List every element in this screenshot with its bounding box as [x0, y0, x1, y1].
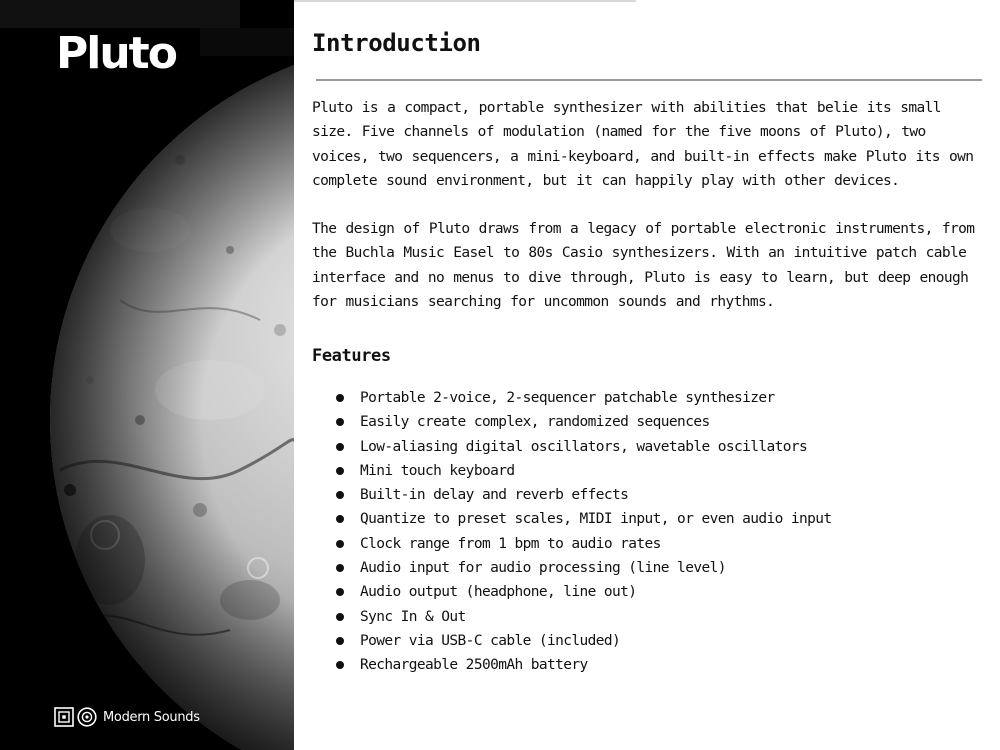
list-item — [336, 410, 832, 434]
bullet-icon — [336, 661, 344, 669]
feature-text: Built-in delay and reverb effects — [360, 487, 629, 504]
main-content — [312, 0, 987, 750]
feature-text: Rechargeable 2500mAh battery — [360, 657, 588, 674]
list-item — [336, 483, 832, 507]
list-item — [336, 605, 832, 629]
pluto-planet-image — [0, 0, 294, 750]
square-logo-icon — [54, 707, 74, 727]
list-item — [336, 532, 832, 556]
bullet-icon — [336, 637, 344, 645]
bullet-icon — [336, 515, 344, 523]
feature-text: Portable 2-voice, 2-sequencer patchable synthesizer — [360, 390, 775, 406]
bullet-icon — [336, 394, 344, 402]
list-item — [336, 653, 832, 677]
list-item — [336, 580, 832, 604]
feature-text: Sync In & Out — [360, 608, 466, 625]
list-item — [336, 629, 832, 653]
feature-text: Clock range from 1 bpm to audio rates — [360, 535, 661, 552]
bullet-icon — [336, 564, 344, 572]
heading-divider — [316, 79, 982, 81]
list-item — [336, 459, 832, 483]
list-item — [336, 556, 832, 580]
list-item — [336, 386, 832, 410]
features-heading: Features — [312, 346, 391, 366]
intro-paragraph-2: The design of Pluto draws from a legacy of portable electronic instruments, from the Buchla Music Easel to 80s Casio synthesizers. With an intuitive patch cable interface and no menus to dive through, Pluto is easy to learn, but deep enough for musicians searching for uncommon sounds and rhythms. — [312, 221, 975, 310]
bullet-icon — [336, 540, 344, 548]
bullet-icon — [336, 467, 344, 475]
intro-paragraph-1: Pluto is a compact, portable synthesizer with abilities that belie its small size. Five channels of modulation (named for the five moons of Pluto), two voices, two sequencers, a mini-keyboard, and built-in effects make Pluto its own complete sound environment, but it can happily play with other devices. — [312, 100, 974, 189]
feature-text: Easily create complex, randomized sequences — [360, 414, 710, 431]
introduction-heading: Introduction — [312, 29, 481, 57]
feature-text: Mini touch keyboard — [360, 462, 515, 479]
feature-text: Audio output (headphone, line out) — [360, 584, 637, 601]
feature-text: Audio input for audio processing (line level) — [360, 560, 726, 577]
feature-text: Low-aliasing digital oscillators, wavetable oscillators — [360, 438, 808, 455]
maker-name: Modern Sounds — [103, 709, 200, 725]
bullet-icon — [336, 491, 344, 499]
list-item — [336, 435, 832, 459]
features-list — [336, 386, 832, 678]
feature-text: Quantize to preset scales, MIDI input, or even audio input — [360, 511, 832, 528]
circle-logo-icon — [77, 707, 97, 727]
bullet-icon — [336, 443, 344, 451]
bullet-icon — [336, 588, 344, 596]
feature-text: Power via USB-C cable (included) — [360, 632, 621, 649]
brand-title: Pluto — [56, 28, 176, 79]
sidebar-panel — [0, 0, 294, 750]
bullet-icon — [336, 613, 344, 621]
list-item — [336, 507, 832, 531]
bullet-icon — [336, 418, 344, 426]
maker-logo — [54, 707, 200, 727]
